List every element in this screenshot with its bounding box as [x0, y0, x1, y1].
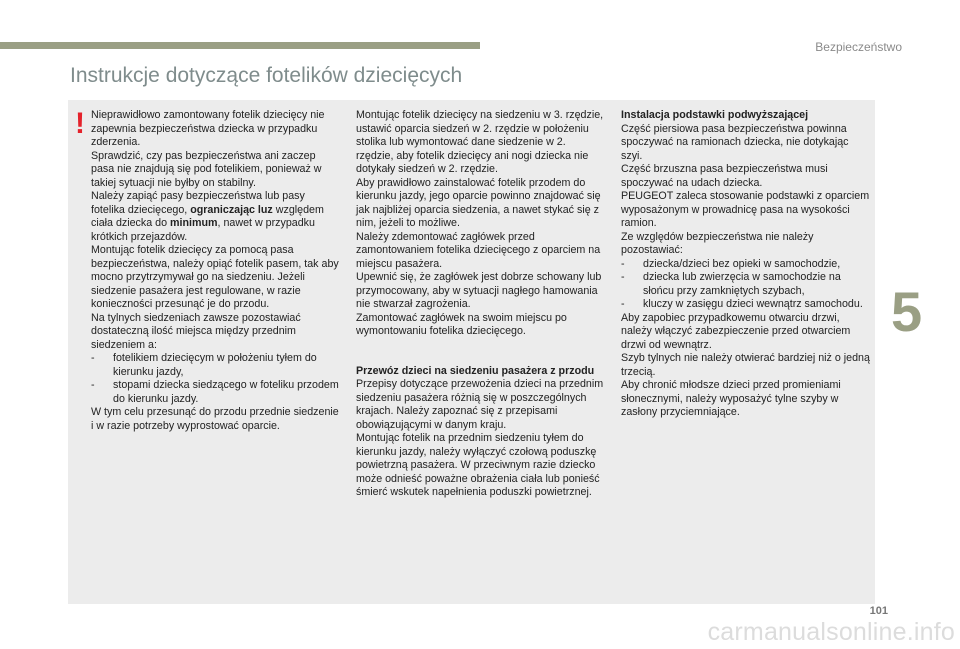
list-item: - kluczy w zasięgu dzieci wewnątrz samochodu. [621, 298, 871, 312]
paragraph: Montując fotelik dziecięcy za pomocą pasa bezpieczeństwa, należy opiąć fotelik pasem, tak aby mocno przytrzymywał go na siedzeniu. Jeżeli siedzenie pasażera jest regulowane, w razie konieczności przesunąć je do przodu. [91, 244, 339, 310]
paragraph: Należy zapiąć pasy bezpieczeństwa lub pasy fotelika dziecięcego, ograniczając luz względem ciała dziecka do minimum, nawet w przypadku krótkich przejazdów. [91, 190, 324, 243]
subheading: Instalacja podstawki podwyższającej [621, 109, 809, 121]
section-label: Bezpieczeństwo [815, 40, 902, 54]
paragraph: Aby chronić młodsze dzieci przed promieniami słonecznymi, należy wyposażyć tylne szyby w zasłony przyciemniające. [621, 379, 841, 418]
paragraph: Sprawdzić, czy pas bezpieczeństwa ani zaczep pasa nie znajdują się pod fotelikiem, ponieważ w takiej sytuacji nie byłby on stabilny. [91, 149, 322, 189]
paragraph: Część piersiowa pasa bezpieczeństwa powinna spoczywać na ramionach dziecka, nie dotykając szyi. [621, 122, 849, 162]
page-title: Instrukcje dotyczące fotelików dziecięcych [70, 64, 463, 87]
paragraph: Szyb tylnych nie należy otwierać bardziej niż o jedną trzecią. [621, 352, 870, 378]
header-accent-bar [0, 42, 480, 49]
warning-exclamation-icon: ! [75, 107, 85, 140]
list-item: - dziecka lub zwierzęcia w samochodzie na słońcu przy zamkniętych szybach, [621, 271, 871, 298]
paragraph: Na tylnych siedzeniach zawsze pozostawiać dostateczną ilość miejsca między przednim siedzeniem a: [91, 311, 301, 351]
paragraph: Nieprawidłowo zamontowany fotelik dziecięcy nie zapewnia bezpieczeństwa dziecka w przypadku zderzenia. [91, 109, 325, 148]
paragraph: Montując fotelik na przednim siedzeniu tyłem do kierunku jazdy, należy wyłączyć czołową poduszkę powietrzną pasażera. W przeciwnym razie dziecko może odnieść poważne obrażenia ciała lub ponieść śmierć wskutek napełnienia poduszki powietrznej. [356, 432, 600, 498]
list-item: - fotelikiem dziecięcym w położeniu tyłem do kierunku jazdy, [91, 352, 341, 379]
paragraph: Ze względów bezpieczeństwa nie należy pozostawiać: [621, 230, 814, 256]
paragraph: Zamontować zagłówek na swoim miejscu po wymontowaniu fotelika dziecięcego. [356, 311, 567, 337]
paragraph: Przepisy dotyczące przewożenia dzieci na przednim siedzeniu pasażera różnią się w poszczególnych krajach. Należy zapoznać się z przepisami obowiązującymi w danym kraju. [356, 378, 604, 431]
column-1 [91, 109, 341, 433]
paragraph: Część brzuszna pasa bezpieczeństwa musi spoczywać na udach dziecka. [621, 163, 828, 189]
paragraph: Aby prawidłowo zainstalować fotelik przodem do kierunku jazdy, jego oparcie powinno znajdować się jak najbliżej oparcia siedzenia, a nawet stykać się z nim, jeżeli to możliwe. [356, 176, 601, 229]
column-3 [621, 109, 871, 420]
paragraph: Upewnić się, że zagłówek jest dobrze schowany lub przymocowany, aby w sytuacji nagłego hamowania nie stwarzał zagrożenia. [356, 271, 602, 310]
paragraph: Należy zdemontować zagłówek przed zamontowaniem fotelika dziecięcego z oparciem na miejscu pasażera. [356, 230, 601, 270]
list-item: - dziecka/dzieci bez opieki w samochodzie, [621, 258, 871, 272]
paragraph: Aby zapobiec przypadkowemu otwarciu drzwi, należy włączyć zabezpieczenie przed otwarciem drzwi od wewnątrz. [621, 311, 851, 351]
subheading: Przewóz dzieci na siedzeniu pasażera z przodu [356, 364, 595, 377]
paragraph: Montując fotelik dziecięcy na siedzeniu w 3. rzędzie, ustawić oparcia siedzeń w 2. rzędzie w położeniu stolika lub wymontować dane siedzenie w 2. rzędzie, aby fotelik dziecięcy ani nogi dziecka nie dotykały siedzeń w 2. rzędzie. [356, 109, 604, 175]
list-item: - stopami dziecka siedzącego w foteliku przodem do kierunku jazdy. [91, 379, 341, 406]
chapter-number: 5 [891, 280, 923, 343]
column-2 [356, 109, 606, 500]
page-number: 101 [869, 605, 888, 617]
paragraph: PEUGEOT zaleca stosowanie podstawki z oparciem wyposażonym w prowadnicę pasa na wysokości ramion. [621, 190, 870, 229]
paragraph: W tym celu przesunąć do przodu przednie siedzenie i w razie potrzeby wyprostować oparcie. [91, 406, 339, 432]
watermark: carmanualsonline.info [707, 618, 955, 646]
